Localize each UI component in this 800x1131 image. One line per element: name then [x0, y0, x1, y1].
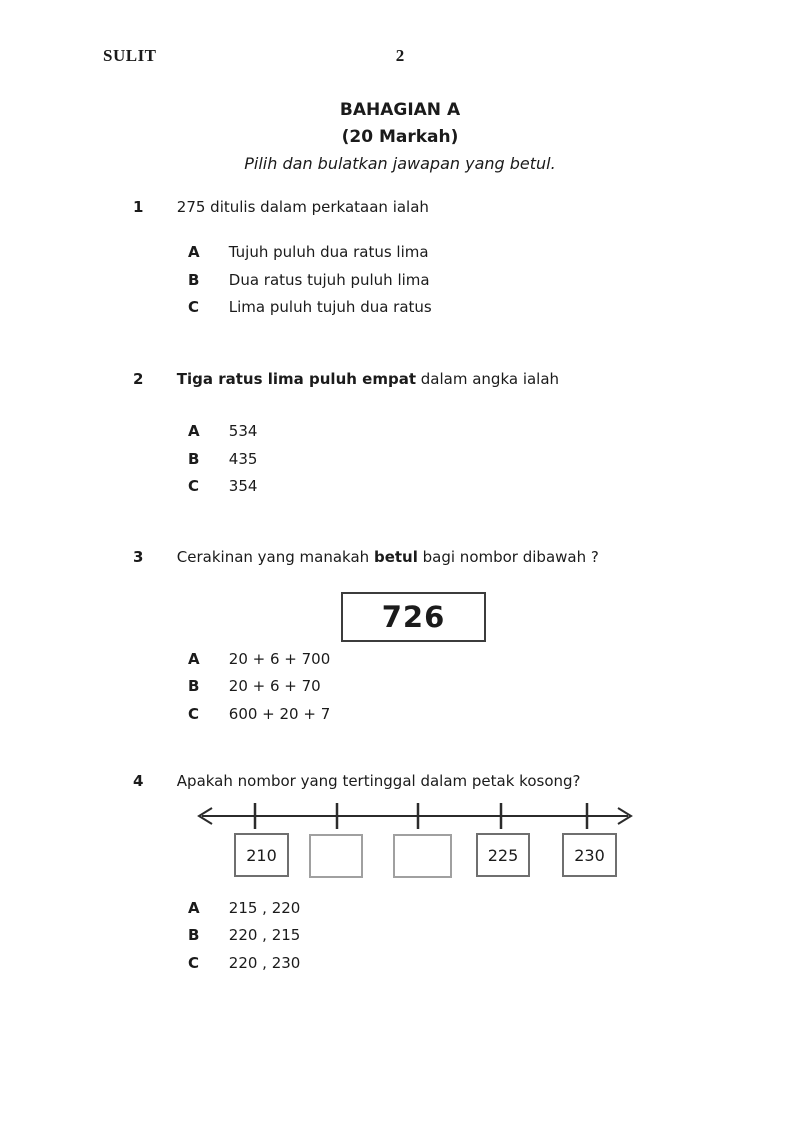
q3-option-a	[188, 650, 330, 668]
q2-option-b	[188, 450, 257, 468]
question-text: Apakah nombor yang tertinggal dalam petak kosong?	[176, 772, 581, 790]
option-text: 20 + 6 + 700	[228, 650, 331, 668]
question-text: Cerakinan yang manakah	[176, 548, 370, 566]
option-text: 215 , 220	[228, 899, 301, 917]
question-1	[133, 198, 429, 216]
boxed-number-726: 726	[341, 592, 486, 642]
section-title: BAHAGIAN A	[339, 100, 461, 120]
question-4	[133, 772, 581, 790]
q4-option-a	[188, 899, 300, 917]
option-letter: A	[188, 243, 200, 261]
question-text: bagi nombor dibawah ?	[422, 548, 599, 566]
option-text: 534	[228, 422, 258, 440]
number-line	[196, 799, 634, 833]
question-text-bold: Tiga ratus lima puluh empat	[176, 370, 416, 388]
q1-option-c	[188, 298, 432, 316]
question-number: 3	[133, 548, 144, 566]
q2-option-c	[188, 477, 257, 495]
option-letter: C	[188, 705, 200, 723]
q3-option-c	[188, 705, 330, 723]
option-letter: A	[188, 422, 200, 440]
section-instruction: Pilih dan bulatkan jawapan yang betul.	[244, 154, 556, 173]
option-text: Tujuh puluh dua ratus lima	[228, 243, 429, 261]
option-letter: B	[188, 450, 200, 468]
q1-option-a	[188, 243, 429, 261]
option-text: Dua ratus tujuh puluh lima	[228, 271, 430, 289]
question-number: 2	[133, 370, 144, 388]
option-text: 20 + 6 + 70	[228, 677, 321, 695]
q1-option-b	[188, 271, 430, 289]
q2-option-a	[188, 422, 257, 440]
number-line-box-230: 230	[562, 833, 617, 877]
q3-option-b	[188, 677, 321, 695]
question-3	[133, 548, 599, 566]
option-letter: A	[188, 899, 200, 917]
option-text: 220 , 215	[228, 926, 301, 944]
option-letter: C	[188, 298, 200, 316]
number-line-box-empty-1	[309, 834, 363, 878]
question-2	[133, 370, 559, 388]
number-line-box-225: 225	[476, 833, 530, 877]
option-letter: B	[188, 926, 200, 944]
question-number: 4	[133, 772, 144, 790]
question-text-bold: betul	[373, 548, 418, 566]
option-letter: B	[188, 677, 200, 695]
option-letter: C	[188, 954, 200, 972]
option-text: 600 + 20 + 7	[228, 705, 331, 723]
option-letter: A	[188, 650, 200, 668]
section-header	[0, 97, 800, 177]
number-line-box-210: 210	[234, 833, 289, 877]
option-letter: C	[188, 477, 200, 495]
question-number: 1	[133, 198, 144, 216]
option-text: 354	[228, 477, 258, 495]
question-text: 275 ditulis dalam perkataan ialah	[176, 198, 429, 216]
number-line-box-empty-2	[393, 834, 452, 878]
option-text: Lima puluh tujuh dua ratus	[228, 298, 432, 316]
q4-option-b	[188, 926, 300, 944]
option-text: 435	[228, 450, 258, 468]
option-text: 220 , 230	[228, 954, 301, 972]
page-number: 2	[395, 46, 405, 65]
question-text: dalam angka ialah	[420, 370, 560, 388]
q4-option-c	[188, 954, 300, 972]
section-marks: (20 Markah)	[341, 127, 459, 147]
option-letter: B	[188, 271, 200, 289]
confidential-label: SULIT	[103, 46, 157, 65]
